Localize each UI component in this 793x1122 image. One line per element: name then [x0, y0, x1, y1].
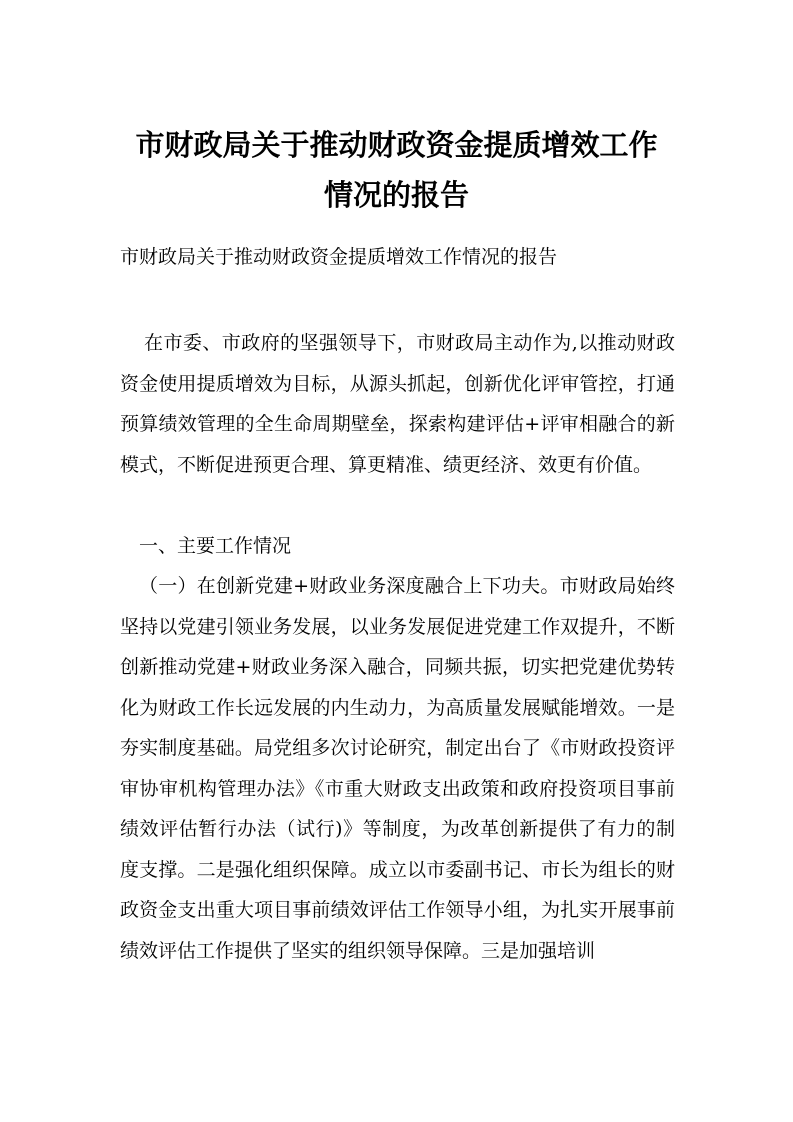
document-title-line-1: 市财政局关于推动财政资金提质增效工作: [135, 128, 658, 162]
section-paragraph: （一）在创新党建+财政业务深度融合上下功夫。市财政局始终坚持以党建引领业务发展，以业务发展促进党建工作双提升，不断创新推动党建+财政业务深入融合，同频共振，切实把党建优势转化为财政工作长远发展的内生动力，为高质量发展赋能增效。一是夯实制度基础。局党组多次讨论研究，制定出台了《市财政投资评审协审机构管理办法》《市重大财政支出政策和政府投资项目事前绩效评估暂行办法（试行)》等制度，为改革创新提供了有力的制度支撑。二是强化组织保障。成立以市委副书记、市长为组长的财政资金支出重大项目事前绩效评估工作领导小组，为扎实开展事前绩效评估工作提供了坚实的组织领导保障。三是加强培训: [120, 575, 675, 962]
section-heading: 一、主要工作情况: [139, 535, 292, 557]
document-title-line-2: 情况的报告: [323, 178, 469, 212]
document-subtitle: 市财政局关于推动财政资金提质增效工作情况的报告: [120, 246, 558, 268]
intro-paragraph: 在市委、市政府的坚强领导下，市财政局主动作为,以推动财政资金使用提质增效为目标，从源头抓起，创新优化评审管控，打通预算绩效管理的全生命周期壁垒，探索构建评估+评审相融合的新模式，不断促进预更合理、算更精准、绩更经济、效更有价值。: [120, 332, 675, 476]
